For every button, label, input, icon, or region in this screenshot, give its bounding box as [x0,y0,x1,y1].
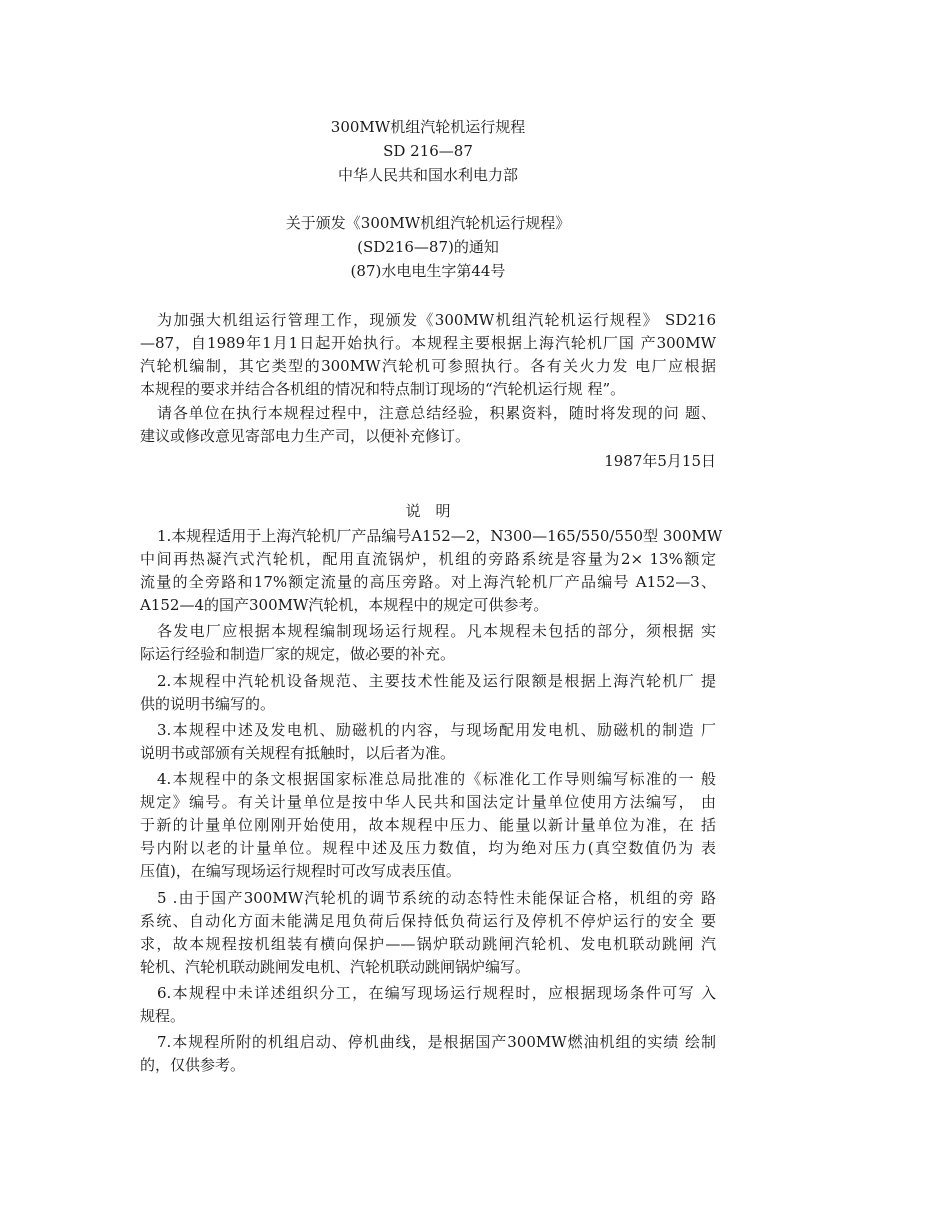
paragraph-line: 流量的全旁路和17%额定流量的高压旁路。对上海汽轮机厂产品编号 A152—3、 [140,573,716,591]
paragraph-line: 轮机、汽轮机联动跳闸发电机、汽轮机联动跳闸锅炉编写。 [140,958,531,976]
paragraph-line: 的，仅供参考。 [140,1056,246,1074]
paragraph-line: 供的说明书编写的。 [140,695,276,713]
notice-title: 关于颁发《300MW机组汽轮机运行规程》 [285,214,571,232]
paragraph-line: 于新的计量单位刚刚开始使用，故本规程中压力、能量以新计量单位为准，在 括 [140,816,716,834]
document-code: SD 216—87 [383,142,473,160]
paragraph-line: 说明书或部颁有关规程有抵触时，以后者为准。 [140,744,456,762]
paragraph-line: 为加强大机组运行管理工作，现颁发《300MW机组汽轮机运行规程》 SD216 [157,311,716,329]
paragraph-line: 1.本规程适用于上海汽轮机厂产品编号A152—2，N300—165/550/550型 300MW [157,527,723,545]
paragraph-line: 各发电厂应根据本规程编制现场运行规程。凡本规程未包括的部分，须根据 实 [157,622,716,640]
notice-date: 1987年5月15日 [604,452,716,470]
issuing-ministry: 中华人民共和国水利电力部 [337,166,518,184]
paragraph-line: 请各单位在执行本规程过程中，注意总结经验，积累资料，随时将发现的问 题、 [157,404,716,422]
paragraph-line: 际运行经验和制造厂家的规定，做必要的补充。 [140,645,456,663]
paragraph-line: 2.本规程中汽轮机设备规范、主要技术性能及运行限额是根据上海汽轮机厂 提 [157,672,716,690]
paragraph-line: 压值)，在编写现场运行规程时可改写成表压值。 [140,862,461,880]
paragraph-line: 3.本规程中述及发电机、励磁机的内容，与现场配用发电机、励磁机的制造 厂 [157,721,716,739]
paragraph-line: 号内附以老的计量单位。规程中述及压力数值，均为绝对压力(真空数值仍为 表 [140,839,716,857]
paragraph-line: 系统、自动化方面未能满足甩负荷后保持低负荷运行及停机不停炉运行的安全 要 [140,912,716,930]
paragraph-line: 汽轮机编制，其它类型的300MW汽轮机可参照执行。各有关火力发 电厂应根据 [140,357,716,375]
paragraph-line: —87，自1989年1月1日起开始执行。本规程主要根据上海汽轮机厂国 产300MW [140,334,716,352]
paragraph-line: 5 .由于国产300MW汽轮机的调节系统的动态特性未能保证合格，机组的旁 路 [157,889,716,907]
paragraph-line: 规定》编号。有关计量单位是按中华人民共和国法定计量单位使用方法编写， 由 [140,793,716,811]
paragraph-line: 求，故本规程按机组装有横向保护——锅炉联动跳闸汽轮机、发电机联动跳闸 汽 [140,935,716,953]
notice-doc-number: (87)水电电生字第44号 [350,262,506,280]
document-title: 300MW机组汽轮机运行规程 [330,118,526,136]
paragraph-line: 规程。 [140,1007,186,1025]
paragraph-line: 4.本规程中的条文根据国家标准总局批准的《标准化工作导则编写标准的一 般 [157,770,716,788]
paragraph-line: 中间再热凝汽式汽轮机，配用直流锅炉，机组的旁路系统是容量为2× 13%额定 [140,550,716,568]
paragraph-line: A152—4的国产300MW汽轮机，本规程中的规定可供参考。 [140,596,549,614]
notice-title-line2: (SD216—87)的通知 [357,238,499,256]
paragraph-line: 7.本规程所附的机组启动、停机曲线，是根据国产300MW燃油机组的实绩 绘制 [157,1033,716,1051]
paragraph-line: 建议或修改意见寄部电力生产司，以便补充修订。 [140,427,471,445]
section-heading: 说 明 [405,502,451,520]
paragraph-line: 本规程的要求并结合各机组的情况和特点制订现场的“汽轮机运行规 程”。 [140,380,626,398]
paragraph-line: 6.本规程中未详述组织分工，在编写现场运行规程时，应根据现场条件可写 入 [157,984,716,1002]
